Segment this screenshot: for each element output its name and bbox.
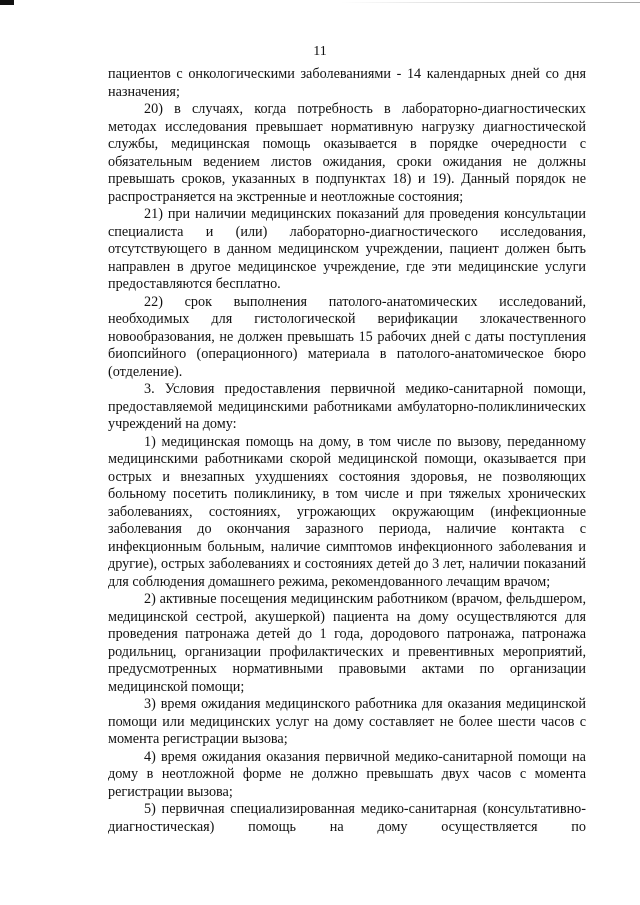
paragraph-home-item-4: 4) время ожидания оказания первичной медико-санитарной помощи на дому в неотложной форме не должно превышать двух часов с момента регистрации вызова; xyxy=(108,748,586,800)
paragraph-item-22: 22) срок выполнения патолого-анатомических исследований, необходимых для гистологической верификации злокачественного новообразования, не должен превышать 15 рабочих дней с даты поступления биопсийного (операционного) материала в патолого-анатомическое бюро (отделение). xyxy=(108,293,586,380)
paragraph-home-item-5: 5) первичная специализированная медико-санитарная (консультативно-диагностическая) помощь на дому осуществляется по xyxy=(108,801,586,835)
scan-edge-shadow xyxy=(340,2,640,3)
paragraph-continuation: пациентов с онкологическими заболеваниями - 14 календарных дней со дня назначения; xyxy=(108,66,586,100)
page-number: 11 xyxy=(313,44,327,59)
paragraph-home-item-3: 3) время ожидания медицинского работника для оказания медицинской помощи или медицинских услуг на дому составляет не более шести часов с момента регистрации вызова; xyxy=(108,696,586,747)
paragraph-home-item-2: 2) активные посещения медицинским работником (врачом, фельдшером, медицинской сестрой, акушеркой) пациента на дому осуществляются для проведения патронажа детей до 1 года, дородового патронажа, патронажа родильниц, организации профилактических и превентивных мероприятий, предусмотренных нормативными правовыми актами по организации медицинской помощи; xyxy=(108,591,586,695)
document-body xyxy=(108,66,586,836)
scan-corner-mark xyxy=(0,0,14,5)
paragraph-item-20: 20) в случаях, когда потребность в лабораторно-диагностических методах исследования превышает нормативную нагрузку диагностической службы, медицинская помощь оказывается в порядке очередности с обязательным ведением листов ожидания, сроки ожидания не должны превышать сроков, указанных в подпунктах 18) и 19). Данный порядок не распространяется на экстренные и неотложные состояния; xyxy=(108,101,586,205)
paragraph-home-item-1: 1) медицинская помощь на дому, в том числе по вызову, переданному медицинскими работниками скорой медицинской помощи, оказывается при острых и внезапных ухудшениях состояния здоровья, не позволяющих больному посетить поликлинику, в том числе и при тяжелых хронических заболеваниях, состояниях, угрожающих окружающим (инфекционные заболевания до окончания заразного периода, наличие контакта с инфекционным больным, наличие симптомов инфекционного заболевания и другие), острых заболеваниях и состояниях детей до 3 лет, наличии показаний для соблюдения домашнего режима, рекомендованного лечащим врачом; xyxy=(108,433,586,590)
section-3-heading: 3. Условия предоставления первичной медико-санитарной помощи, предоставляемой медицинскими работниками амбулаторно-поликлинических учреждений на дому: xyxy=(108,381,586,432)
paragraph-item-21: 21) при наличии медицинских показаний для проведения консультации специалиста и (или) лабораторно-диагностического исследования, отсутствующего в данном медицинском учреждении, пациент должен быть направлен в другое медицинское учреждение, где эти медицинские услуги предоставляются бесплатно. xyxy=(108,206,586,292)
